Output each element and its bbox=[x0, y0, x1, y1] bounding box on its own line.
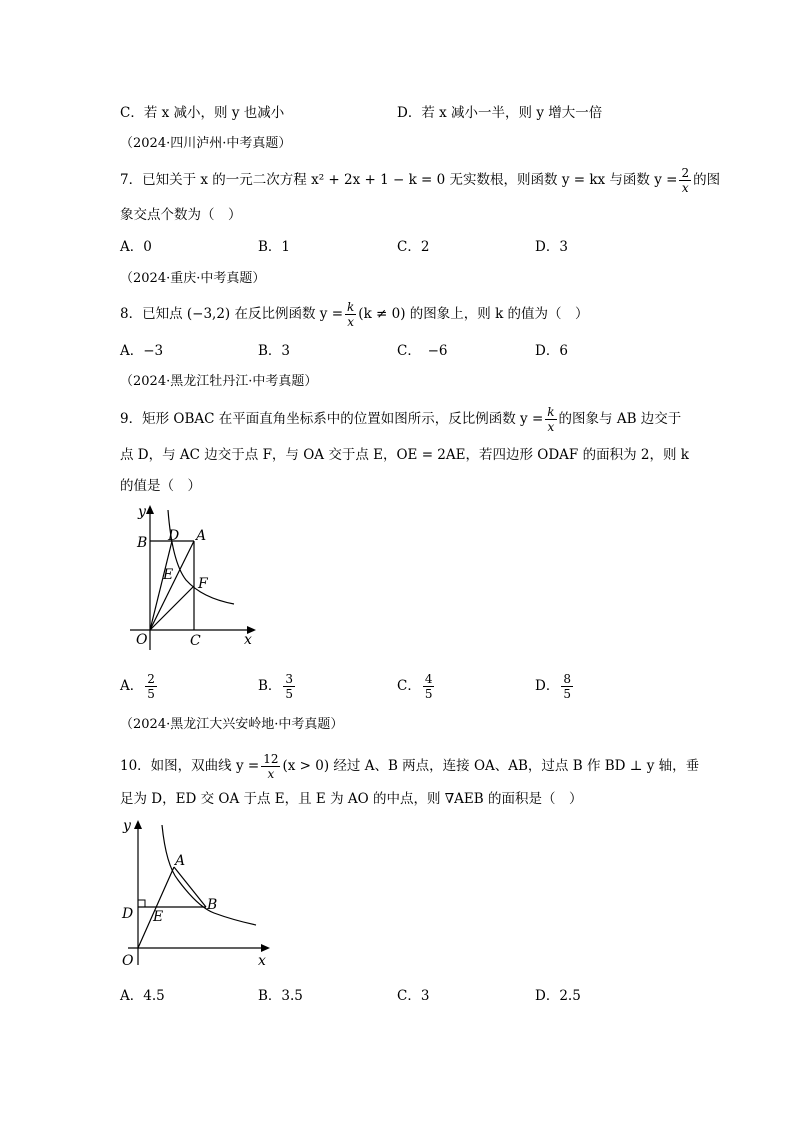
q9-fraction: $\frac{k}{x}$ bbox=[547, 405, 555, 434]
q10-label-b: B bbox=[207, 897, 218, 913]
q7-option-d: D．3 bbox=[535, 239, 568, 255]
q7-option-a: A．0 bbox=[120, 239, 152, 255]
q9-label-o: O bbox=[136, 632, 148, 648]
q10-label-a: A bbox=[175, 853, 186, 869]
q10-label-d: D bbox=[122, 906, 134, 922]
q7-option-b: B．1 bbox=[258, 239, 291, 255]
q9-label-d: D bbox=[168, 528, 180, 544]
q9-option-c: C． $\frac{4}{5}$ bbox=[397, 672, 433, 701]
q9-label-x: x bbox=[244, 632, 252, 648]
q9-label-b: B bbox=[137, 535, 148, 551]
q9-stem-line3: 的值是（ ） bbox=[120, 478, 201, 494]
q10-fraction: $\frac{12}{x}$ bbox=[263, 752, 279, 781]
q9-label-f: F bbox=[198, 576, 208, 592]
q7-stem-line2: 象交点个数为（ ） bbox=[120, 207, 242, 223]
q8-option-c: C． −6 bbox=[397, 343, 448, 359]
q10-source: （2024·黑龙江大兴安岭地·中考真题） bbox=[120, 717, 344, 732]
q10-figure bbox=[118, 815, 278, 975]
q10-option-c: C．3 bbox=[397, 988, 430, 1004]
q9-label-y: y bbox=[138, 504, 146, 520]
q7-source: （2024·四川泸州·中考真题） bbox=[120, 136, 292, 151]
q7-fraction: $\frac{2}{x}$ bbox=[681, 166, 690, 195]
q10-label-y: y bbox=[123, 818, 131, 834]
q9-option-a: A． $\frac{2}{5}$ bbox=[120, 672, 155, 701]
q9-stem-line1: 9．矩形 OBAC 在平面直角坐标系中的位置如图所示，反比例函数 y = $\frac{k}{x}$ 的图象与 AB 边交于 bbox=[120, 405, 682, 434]
q9-label-a: A bbox=[196, 528, 207, 544]
q9-option-d: D． $\frac{8}{5}$ bbox=[535, 672, 571, 701]
q10-stem-line1: 10．如图，双曲线 y = $\frac{12}{x}$ (x > 0) 经过 A、B 两点，连接 OA、AB，过点 B 作 BD ⊥ y 轴，垂 bbox=[120, 752, 700, 781]
q7-option-c: C．2 bbox=[397, 239, 430, 255]
q10-option-a: A．4.5 bbox=[120, 988, 165, 1004]
q9-label-e: E bbox=[163, 567, 174, 583]
q8-option-b: B．3 bbox=[258, 343, 291, 359]
q8-option-d: D．6 bbox=[535, 343, 568, 359]
q10-option-b: B．3.5 bbox=[258, 988, 303, 1004]
q8-source: （2024·重庆·中考真题） bbox=[120, 271, 266, 286]
q9-label-c: C bbox=[190, 633, 201, 649]
q8-option-a: A．−3 bbox=[120, 343, 164, 359]
q10-label-e: E bbox=[153, 909, 164, 925]
q7-stem-line1: 7．已知关于 x 的一元二次方程 x² + 2x + 1 − k = 0 无实数根，则函数 y = kx 与函数 y = $\frac{2}{x}$ 的图 bbox=[120, 166, 721, 195]
q9-option-b: B． $\frac{3}{5}$ bbox=[258, 672, 294, 701]
q6-option-c: C．若 x 减小，则 y 也减小 bbox=[120, 105, 285, 121]
q10-label-x: x bbox=[258, 953, 266, 969]
q10-label-o: O bbox=[122, 953, 134, 969]
q8-stem-line1: 8．已知点 (−3,2) 在反比例函数 y = $\frac{k}{x}$ (k ≠ 0) 的图象上，则 k 的值为（ ） bbox=[120, 300, 589, 329]
q6-option-d: D．若 x 减小一半，则 y 增大一倍 bbox=[397, 105, 603, 121]
q9-figure bbox=[120, 500, 270, 660]
q9-stem-line2: 点 D，与 AC 边交于点 F，与 OA 交于点 E，OE = 2AE，若四边形 ODAF 的面积为 2，则 k bbox=[120, 447, 689, 463]
q8-fraction: $\frac{k}{x}$ bbox=[347, 300, 355, 329]
q9-source: （2024·黑龙江牡丹江·中考真题） bbox=[120, 374, 318, 389]
q10-option-d: D．2.5 bbox=[535, 988, 581, 1004]
q10-stem-line2: 足为 D，ED 交 OA 于点 E，且 E 为 AO 的中点，则 ∇AEB 的面积是（ ） bbox=[120, 791, 583, 807]
